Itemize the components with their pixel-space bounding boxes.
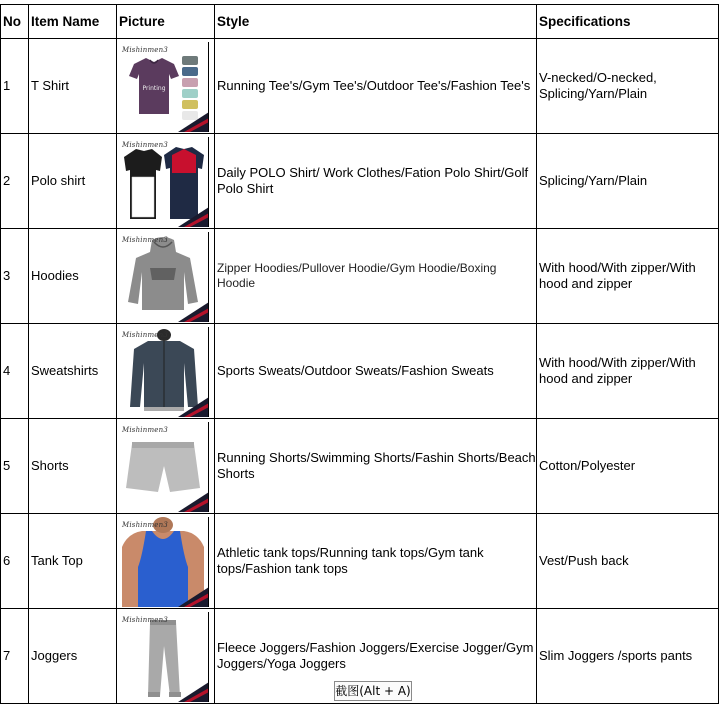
- brand-mark: Mishinmen3: [122, 235, 168, 244]
- specifications-cell: With hood/With zipper/With hood and zipper: [537, 324, 719, 419]
- product-picture: [117, 324, 215, 419]
- product-table: [0, 4, 719, 704]
- row-number: 6: [1, 514, 29, 609]
- style-cell: Sports Sweats/Outdoor Sweats/Fashion Sweats: [215, 324, 537, 419]
- specifications-cell: Cotton/Polyester: [537, 419, 719, 514]
- row-number: 5: [1, 419, 29, 514]
- item-name: Sweatshirts: [29, 324, 117, 419]
- style-cell: Fleece Joggers/Fashion Joggers/Exercise Jogger/Gym Joggers/Yoga Joggers: [215, 609, 537, 704]
- item-name: Tank Top: [29, 514, 117, 609]
- specifications-cell: Slim Joggers /sports pants: [537, 609, 719, 704]
- row-number: 2: [1, 134, 29, 229]
- row-number: 7: [1, 609, 29, 704]
- style-cell: Zipper Hoodies/Pullover Hoodie/Gym Hoodie/Boxing Hoodie: [215, 229, 537, 324]
- product-picture: [117, 229, 215, 324]
- header-item-name: Item Name: [29, 5, 117, 39]
- product-picture: [117, 39, 215, 134]
- item-name: T Shirt: [29, 39, 117, 134]
- header-specifications: Specifications: [537, 5, 719, 39]
- table-row: [1, 134, 719, 229]
- brand-mark: Mishinmen3: [122, 520, 168, 529]
- item-name: Hoodies: [29, 229, 117, 324]
- product-picture: [117, 514, 215, 609]
- table-row: [1, 324, 719, 419]
- product-picture: [117, 419, 215, 514]
- style-cell: Athletic tank tops/Running tank tops/Gym tank tops/Fashion tank tops: [215, 514, 537, 609]
- specifications-cell: With hood/With zipper/With hood and zipper: [537, 229, 719, 324]
- product-picture: [117, 609, 215, 704]
- style-cell: Running Shorts/Swimming Shorts/Fashin Shorts/Beach Shorts: [215, 419, 537, 514]
- table-header-row: [1, 5, 719, 39]
- specifications-cell: Splicing/Yarn/Plain: [537, 134, 719, 229]
- brand-mark: Mishinmen3: [122, 615, 168, 624]
- style-cell: Daily POLO Shirt/ Work Clothes/Fation Polo Shirt/Golf Polo Shirt: [215, 134, 537, 229]
- row-number: 4: [1, 324, 29, 419]
- product-picture: [117, 134, 215, 229]
- item-name: Joggers: [29, 609, 117, 704]
- screenshot-tooltip: 截图(Alt + A): [334, 681, 412, 701]
- brand-mark: Mishinmen3: [122, 425, 168, 434]
- brand-mark: Mishinmen3: [122, 45, 168, 54]
- table-row: [1, 229, 719, 324]
- brand-mark: Mishinmen3: [122, 330, 168, 339]
- row-number: 3: [1, 229, 29, 324]
- table-row: [1, 419, 719, 514]
- specifications-cell: V-necked/O-necked, Splicing/Yarn/Plain: [537, 39, 719, 134]
- item-name: Polo shirt: [29, 134, 117, 229]
- header-no: No: [1, 5, 29, 39]
- header-style: Style: [215, 5, 537, 39]
- row-number: 1: [1, 39, 29, 134]
- item-name: Shorts: [29, 419, 117, 514]
- header-picture: Picture: [117, 5, 215, 39]
- specifications-cell: Vest/Push back: [537, 514, 719, 609]
- brand-mark: Mishinmen3: [122, 140, 168, 149]
- table-row: [1, 514, 719, 609]
- tshirt-print-text: Printing: [142, 84, 166, 92]
- style-cell: Running Tee's/Gym Tee's/Outdoor Tee's/Fashion Tee's: [215, 39, 537, 134]
- table-row: [1, 39, 719, 134]
